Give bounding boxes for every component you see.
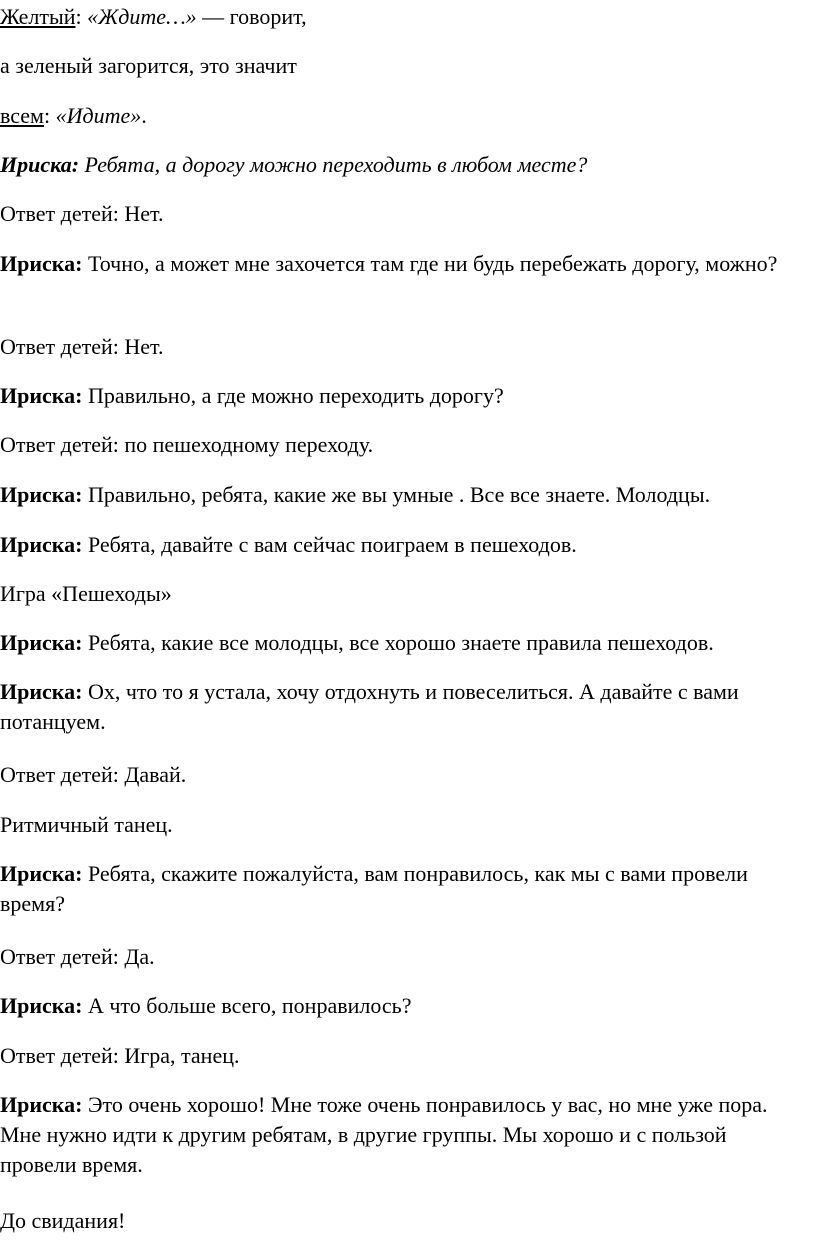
dialogue-line-8: Ириска: Ребята, скажите пожалуйста, вам понравилось, как мы с вами провели время? [0, 861, 748, 916]
dialogue-line-3: Ириска: Правильно, а где можно переходить дорогу? [0, 383, 504, 408]
speaker-label: Ириска: [0, 861, 83, 886]
dialogue-line-2: Ириска: Точно, а может мне захочется там где ни будь перебежать дорогу, можно? [0, 251, 778, 276]
game-title: Игра «Пешеходы» [0, 581, 172, 606]
poem-line-all: всем: «Идите». [0, 103, 147, 128]
answer-line-6: Ответ детей: Игра, танец. [0, 1043, 240, 1068]
answer-line-4: Ответ детей: Давай. [0, 762, 187, 787]
quote-wait: «Ждите…» [87, 4, 197, 29]
dialogue-line-4: Ириска: Правильно, ребята, какие же вы умные . Все все знаете. Молодцы. [0, 482, 711, 507]
speaker-label: Ириска: [0, 1092, 83, 1117]
speaker-label: Ириска: [0, 251, 83, 276]
underlined-word-all: всем [0, 103, 44, 128]
dialogue-line-7: Ириска: Ох, что то я устала, хочу отдохнуть и повеселиться. А давайте с вами потанцуем. [0, 679, 739, 734]
quote-go: «Идите» [55, 103, 142, 128]
speaker-label: Ириска: [0, 630, 83, 655]
dialogue-line-1: Ириска: Ребята, а дорогу можно переходить в любом месте? [0, 152, 588, 177]
speaker-label: Ириска: [0, 482, 83, 507]
speaker-label: Ириска: [0, 993, 83, 1018]
speaker-label: Ириска: [0, 152, 80, 177]
dialogue-line-6: Ириска: Ребята, какие все молодцы, все хорошо знаете правила пешеходов. [0, 630, 714, 655]
dialogue-line-5: Ириска: Ребята, давайте с вам сейчас поиграем в пешеходов. [0, 532, 577, 557]
poem-line-green: а зеленый загорится, это значит [0, 53, 297, 78]
farewell-line: До свидания! [0, 1208, 126, 1233]
dance-title: Ритмичный танец. [0, 812, 173, 837]
underlined-word-yellow: Желтый [0, 4, 76, 29]
speaker-label: Ириска: [0, 532, 83, 557]
answer-line-2: Ответ детей: Нет. [0, 334, 164, 359]
dialogue-line-10: Ириска: Это очень хорошо! Мне тоже очень понравилось у вас, но мне уже пора. Мне нужно идти к другим ребятам, в другие группы. Мы хорошо и с пользой провели время. [0, 1092, 768, 1177]
answer-line-5: Ответ детей: Да. [0, 944, 155, 969]
poem-line-yellow: Желтый: «Ждите…» — говорит, [0, 4, 307, 29]
speaker-label: Ириска: [0, 383, 83, 408]
dialogue-line-9: Ириска: А что больше всего, понравилось? [0, 993, 412, 1018]
answer-line-3: Ответ детей: по пешеходному переходу. [0, 432, 374, 457]
answer-line-1: Ответ детей: Нет. [0, 201, 164, 226]
speaker-label: Ириска: [0, 679, 83, 704]
